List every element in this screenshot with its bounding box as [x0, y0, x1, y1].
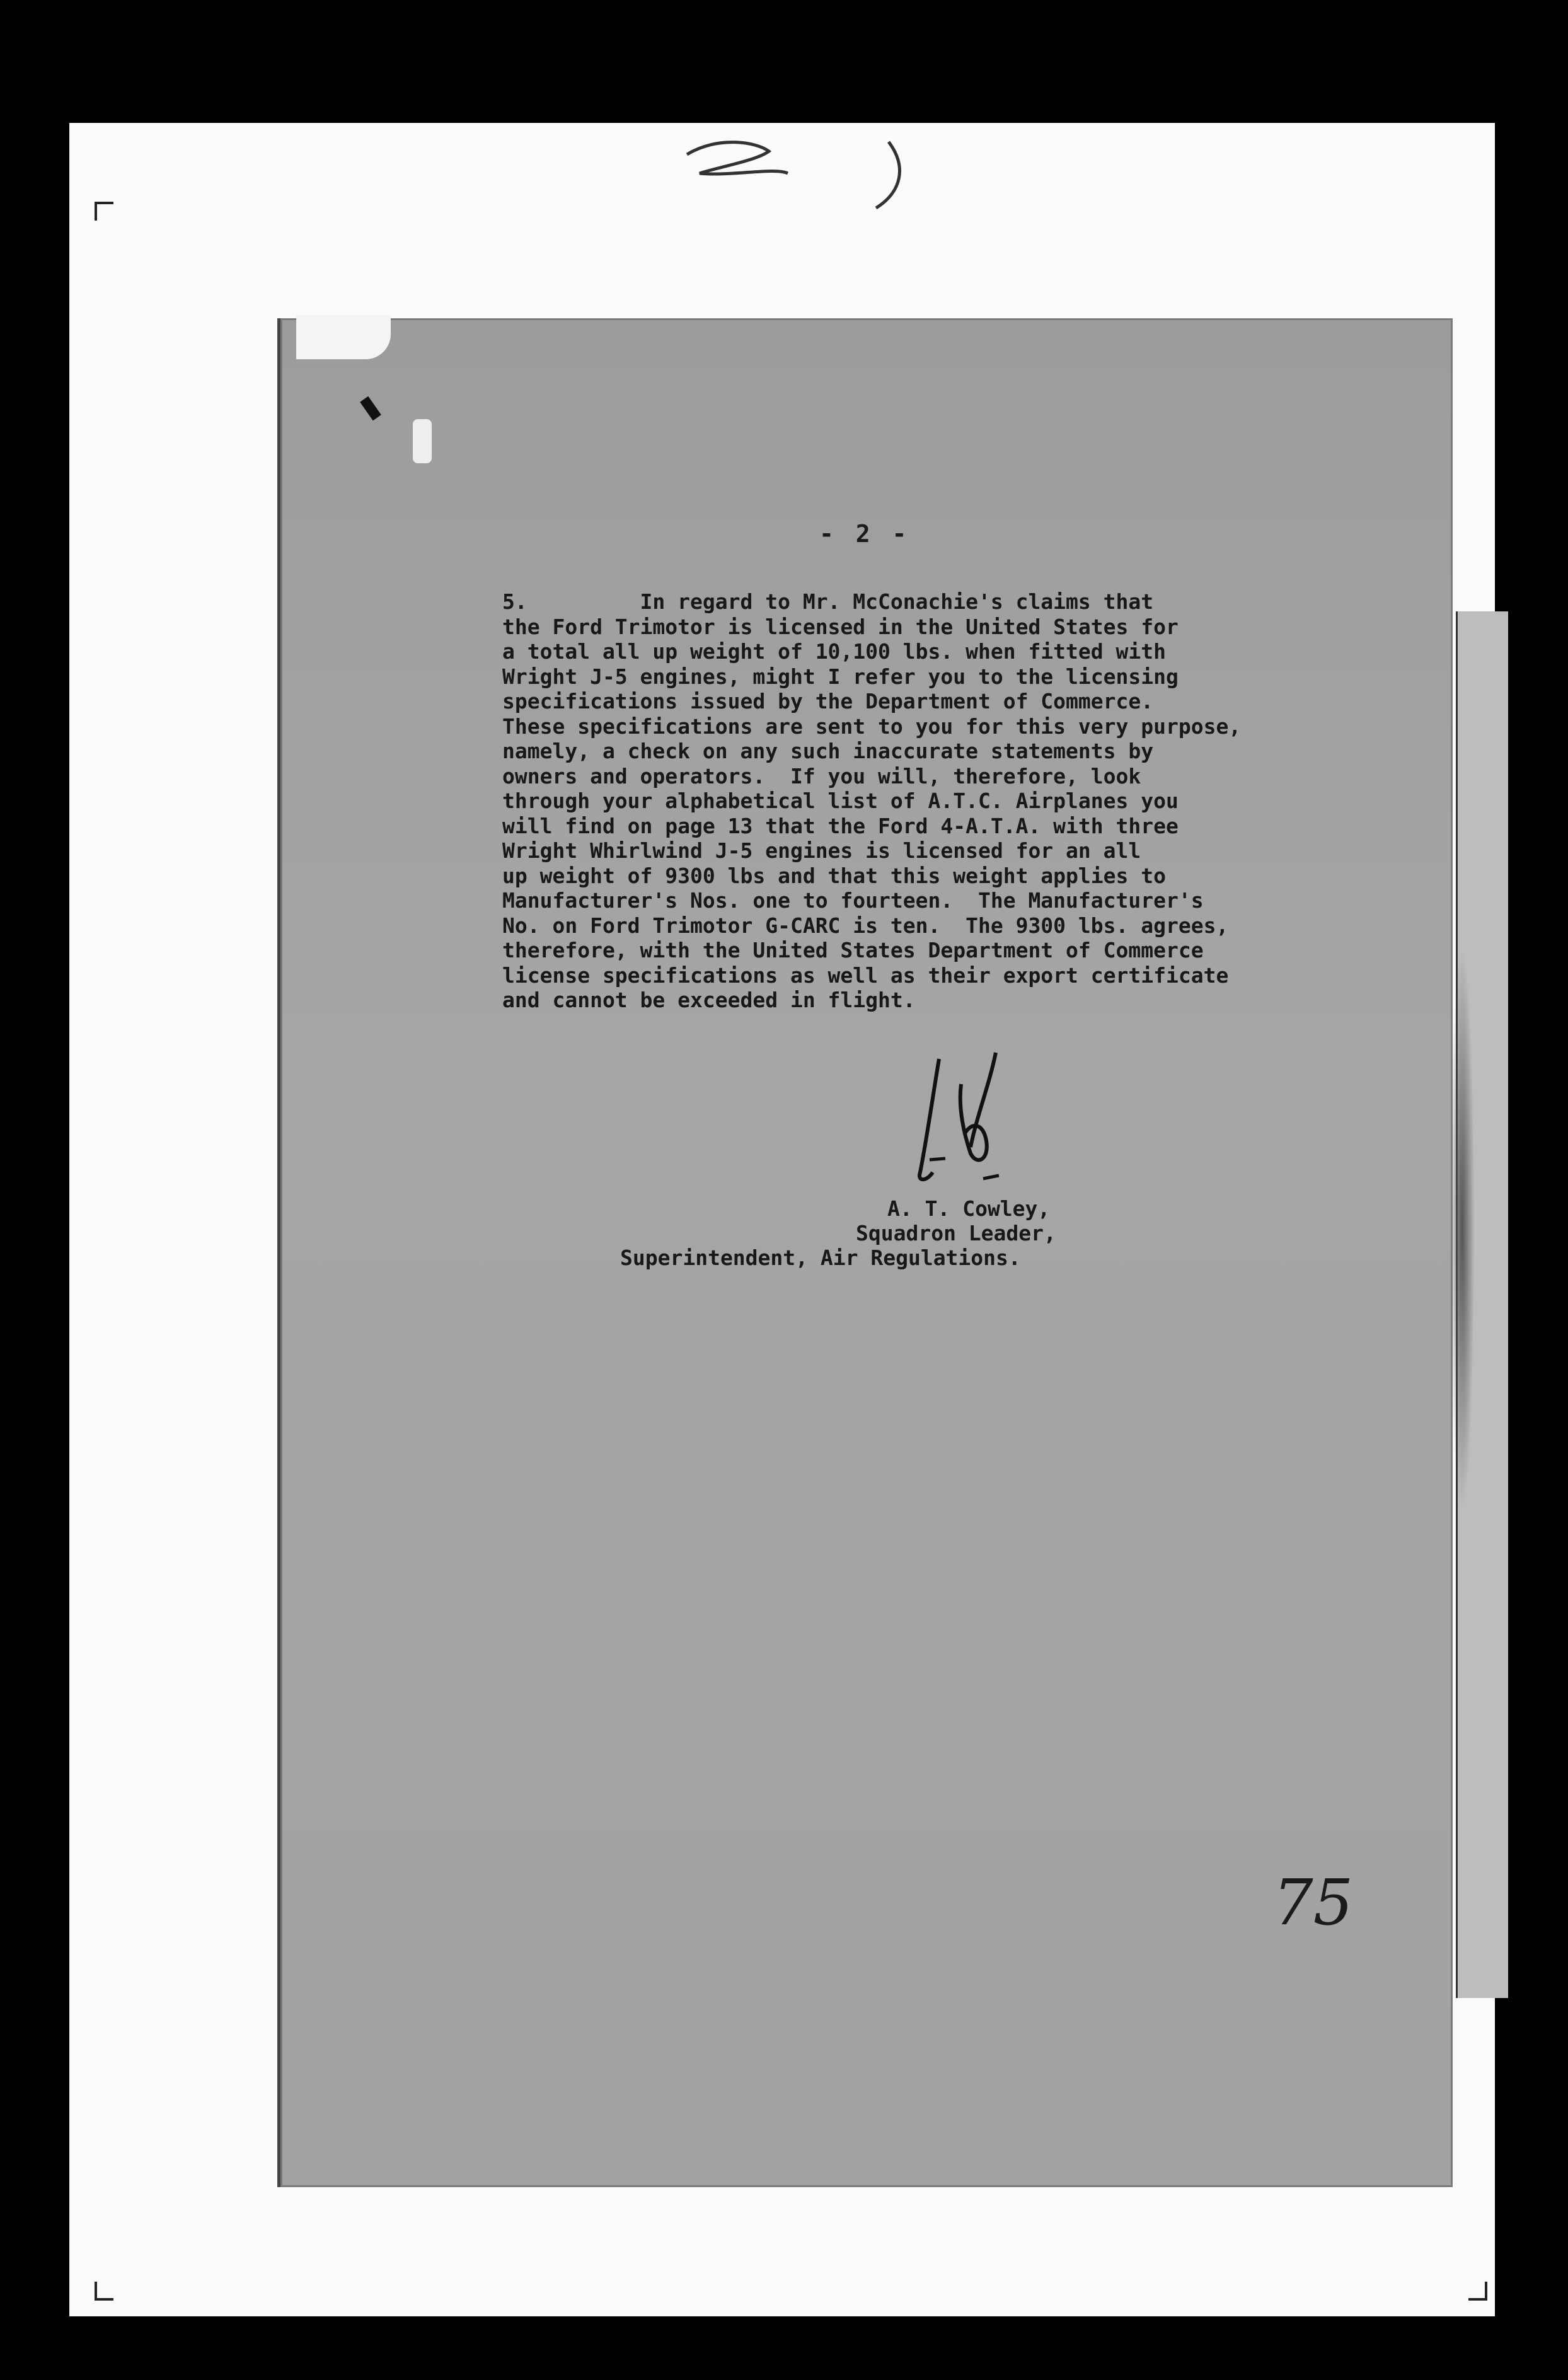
body-paragraph: [502, 589, 1416, 1013]
pencil-scribble: [681, 129, 920, 211]
signatory-rank: Squadron Leader,: [856, 1221, 1056, 1245]
paragraph-line: 5. In regard to Mr. McConachie's claims that: [502, 589, 1154, 614]
page-number: - 2 -: [819, 520, 911, 548]
handwritten-initials: [901, 1046, 1052, 1198]
frame-corner-mark: [1468, 2282, 1487, 2301]
paragraph-line: namely, a check on any such inaccurate statements by: [502, 739, 1154, 763]
frame-corner-mark: [95, 202, 113, 221]
paragraph-line: will find on page 13 that the Ford 4-A.T.A. with three: [502, 813, 1179, 838]
paragraph-line: a total all up weight of 10,100 lbs. when fitted with: [502, 639, 1166, 664]
paragraph-line: license specifications as well as their export certificate: [502, 962, 1229, 988]
paragraph-line: and cannot be exceeded in flight.: [502, 988, 916, 1012]
signatory-title: Superintendent, Air Regulations.: [620, 1245, 1021, 1270]
paragraph-line: Wright J-5 engines, might I refer you to the licensing: [502, 664, 1179, 689]
paragraph-line: the Ford Trimotor is licensed in the United States for: [502, 614, 1179, 639]
paragraph-line: up weight of 9300 lbs and that this weight applies to: [502, 863, 1166, 888]
folio-number: 75: [1273, 1866, 1354, 1939]
paragraph-line: therefore, with the United States Department of Commerce: [502, 938, 1204, 962]
paragraph-line: No. on Ford Trimotor G-CARC is ten. The 9300 lbs. agrees,: [502, 913, 1229, 938]
signatory-name: A. T. Cowley,: [887, 1196, 1051, 1221]
staple-mark: [413, 419, 432, 463]
paragraph-line: Wright Whirlwind J-5 engines is licensed for an all: [502, 838, 1141, 863]
paragraph-line: These specifications are sent to you for this very purpose,: [502, 713, 1242, 739]
torn-corner: [296, 315, 391, 359]
paragraph-line: owners and operators. If you will, therefore, look: [502, 763, 1141, 789]
paragraph-line: Manufacturer's Nos. one to fourteen. The Manufacturer's: [502, 888, 1204, 913]
frame-corner-mark: [95, 2282, 113, 2301]
paragraph-line: through your alphabetical list of A.T.C. Airplanes you: [502, 789, 1179, 813]
paragraph-line: specifications issued by the Department of Commerce.: [502, 689, 1154, 713]
edge-shadow: [1450, 945, 1475, 1513]
